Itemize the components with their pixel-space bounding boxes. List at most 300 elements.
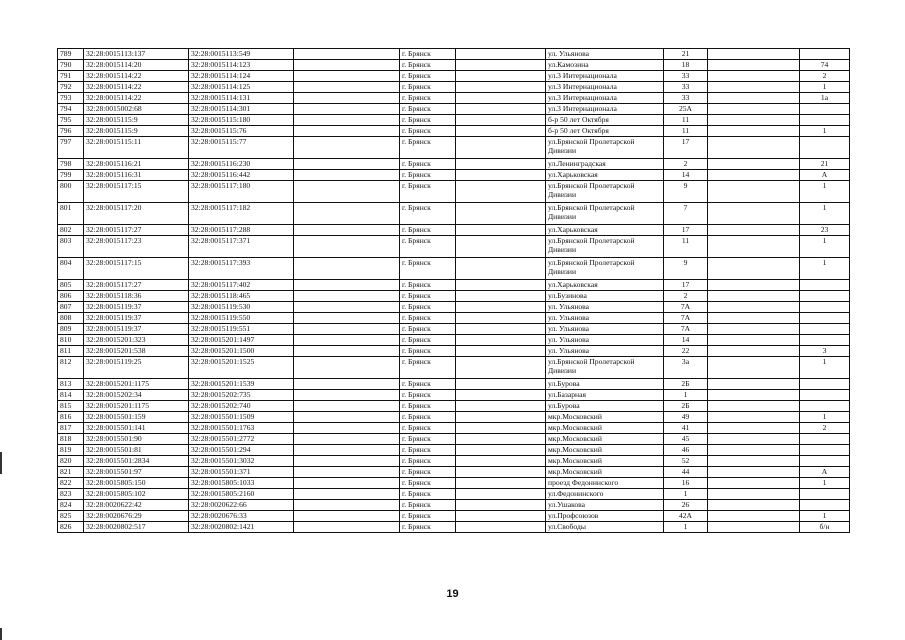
empty-cell	[294, 335, 400, 346]
empty-cell	[294, 302, 400, 313]
land-cadastral-cell: 32:28:0015501:97	[84, 467, 189, 478]
city-cell: г. Брянск	[400, 467, 456, 478]
table-row	[58, 302, 850, 313]
object-cadastral-cell: 32:28:0015119:551	[189, 324, 294, 335]
building-cell	[800, 104, 850, 115]
city-cell: г. Брянск	[400, 401, 456, 412]
street-cell: ул. Ульянова	[546, 346, 664, 357]
city-cell: г. Брянск	[400, 423, 456, 434]
building-cell: 1	[800, 203, 850, 225]
city-cell: г. Брянск	[400, 489, 456, 500]
house-number-cell: 14	[664, 335, 708, 346]
object-cadastral-cell: 32:28:0015113:549	[189, 49, 294, 60]
empty-cell	[708, 522, 800, 533]
empty-cell	[456, 104, 546, 115]
land-cadastral-cell: 32:28:0015114:22	[84, 71, 189, 82]
empty-cell	[708, 115, 800, 126]
object-cadastral-cell: 32:28:0015117:371	[189, 236, 294, 258]
empty-cell	[456, 357, 546, 379]
empty-cell	[708, 511, 800, 522]
row-number-cell: 822	[58, 478, 84, 489]
street-cell: ул. Ульянова	[546, 313, 664, 324]
land-cadastral-cell: 32:28:0015116:31	[84, 170, 189, 181]
empty-cell	[708, 49, 800, 60]
empty-cell	[456, 346, 546, 357]
row-number-cell: 795	[58, 115, 84, 126]
street-cell: ул.Харьковская	[546, 225, 664, 236]
city-cell: г. Брянск	[400, 511, 456, 522]
empty-cell	[294, 313, 400, 324]
table-row	[58, 159, 850, 170]
empty-cell	[708, 390, 800, 401]
house-number-cell: 45	[664, 434, 708, 445]
city-cell: г. Брянск	[400, 82, 456, 93]
building-cell: 2	[800, 423, 850, 434]
land-cadastral-cell: 32:28:0015501:81	[84, 445, 189, 456]
table-row	[58, 280, 850, 291]
building-cell	[800, 401, 850, 412]
empty-cell	[708, 280, 800, 291]
house-number-cell: 1	[664, 390, 708, 401]
empty-cell	[456, 478, 546, 489]
land-cadastral-cell: 32:28:0015114:20	[84, 60, 189, 71]
empty-cell	[708, 126, 800, 137]
house-number-cell: 1	[664, 522, 708, 533]
empty-cell	[456, 137, 546, 159]
land-cadastral-cell: 32:28:0015201:323	[84, 335, 189, 346]
table-row	[58, 203, 850, 225]
building-cell	[800, 280, 850, 291]
object-cadastral-cell: 32:28:0015501:2772	[189, 434, 294, 445]
empty-cell	[456, 313, 546, 324]
empty-cell	[708, 236, 800, 258]
empty-cell	[456, 49, 546, 60]
building-cell: 1	[800, 82, 850, 93]
row-number-cell: 790	[58, 60, 84, 71]
row-number-cell: 824	[58, 500, 84, 511]
land-cadastral-cell: 32:28:0015501:159	[84, 412, 189, 423]
city-cell: г. Брянск	[400, 412, 456, 423]
city-cell: г. Брянск	[400, 181, 456, 203]
empty-cell	[456, 302, 546, 313]
row-number-cell: 811	[58, 346, 84, 357]
city-cell: г. Брянск	[400, 390, 456, 401]
empty-cell	[294, 236, 400, 258]
table-row	[58, 104, 850, 115]
object-cadastral-cell: 32:28:0020622:66	[189, 500, 294, 511]
house-number-cell: 2Б	[664, 401, 708, 412]
street-cell: ул.Бурова	[546, 401, 664, 412]
land-cadastral-cell: 32:28:0020622:42	[84, 500, 189, 511]
house-number-cell: 11	[664, 115, 708, 126]
city-cell: г. Брянск	[400, 379, 456, 390]
table-row	[58, 126, 850, 137]
table-row	[58, 401, 850, 412]
city-cell: г. Брянск	[400, 522, 456, 533]
object-cadastral-cell: 32:28:0015119:530	[189, 302, 294, 313]
land-cadastral-cell: 32:28:0015119:25	[84, 357, 189, 379]
empty-cell	[456, 225, 546, 236]
table-row	[58, 478, 850, 489]
empty-cell	[294, 434, 400, 445]
land-cadastral-cell: 32:28:0015115:9	[84, 115, 189, 126]
land-cadastral-cell: 32:28:0015201:538	[84, 346, 189, 357]
building-cell	[800, 489, 850, 500]
land-cadastral-cell: 32:28:0015201:1175	[84, 379, 189, 390]
city-cell: г. Брянск	[400, 159, 456, 170]
building-cell: А	[800, 467, 850, 478]
table-row	[58, 511, 850, 522]
empty-cell	[708, 137, 800, 159]
scan-edge-mark	[0, 628, 2, 640]
building-cell	[800, 445, 850, 456]
empty-cell	[456, 93, 546, 104]
empty-cell	[456, 445, 546, 456]
street-cell: мкр.Московский	[546, 456, 664, 467]
row-number-cell: 805	[58, 280, 84, 291]
object-cadastral-cell: 32:28:0020676:33	[189, 511, 294, 522]
city-cell: г. Брянск	[400, 324, 456, 335]
house-number-cell: 11	[664, 126, 708, 137]
empty-cell	[708, 71, 800, 82]
table-row	[58, 236, 850, 258]
street-cell: мкр.Московский	[546, 412, 664, 423]
page-number: 19	[446, 588, 459, 600]
house-number-cell: 2	[664, 291, 708, 302]
empty-cell	[708, 456, 800, 467]
empty-cell	[456, 390, 546, 401]
land-cadastral-cell: 32:28:0015805:150	[84, 478, 189, 489]
house-number-cell: 16	[664, 478, 708, 489]
empty-cell	[708, 379, 800, 390]
empty-cell	[294, 291, 400, 302]
row-number-cell: 791	[58, 71, 84, 82]
empty-cell	[708, 170, 800, 181]
object-cadastral-cell: 32:28:0015501:1509	[189, 412, 294, 423]
street-cell: ул.Харьковская	[546, 280, 664, 291]
city-cell: г. Брянск	[400, 335, 456, 346]
row-number-cell: 826	[58, 522, 84, 533]
empty-cell	[294, 478, 400, 489]
empty-cell	[294, 280, 400, 291]
empty-cell	[456, 60, 546, 71]
city-cell: г. Брянск	[400, 258, 456, 280]
land-cadastral-cell: 32:28:0015501:2834	[84, 456, 189, 467]
land-cadastral-cell: 32:28:0015119:37	[84, 324, 189, 335]
table-row	[58, 489, 850, 500]
table-row	[58, 445, 850, 456]
street-cell: ул.Брянской Пролетарской Дивизии	[546, 137, 664, 159]
empty-cell	[708, 104, 800, 115]
building-cell	[800, 335, 850, 346]
empty-cell	[456, 500, 546, 511]
table-row	[58, 522, 850, 533]
row-number-cell: 792	[58, 82, 84, 93]
object-cadastral-cell: 32:28:0015115:76	[189, 126, 294, 137]
row-number-cell: 820	[58, 456, 84, 467]
house-number-cell: 44	[664, 467, 708, 478]
object-cadastral-cell: 32:28:0015114:301	[189, 104, 294, 115]
building-cell	[800, 434, 850, 445]
empty-cell	[294, 104, 400, 115]
street-cell: ул.Бурова	[546, 379, 664, 390]
empty-cell	[294, 456, 400, 467]
street-cell: ул.Федонинского	[546, 489, 664, 500]
table-row	[58, 258, 850, 280]
empty-cell	[294, 203, 400, 225]
table-row	[58, 412, 850, 423]
street-cell: мкр.Московский	[546, 467, 664, 478]
empty-cell	[708, 203, 800, 225]
city-cell: г. Брянск	[400, 71, 456, 82]
empty-cell	[456, 379, 546, 390]
city-cell: г. Брянск	[400, 456, 456, 467]
empty-cell	[708, 313, 800, 324]
table-row	[58, 170, 850, 181]
empty-cell	[294, 258, 400, 280]
city-cell: г. Брянск	[400, 126, 456, 137]
table-row	[58, 467, 850, 478]
row-number-cell: 807	[58, 302, 84, 313]
street-cell: ул.Ленинградская	[546, 159, 664, 170]
empty-cell	[456, 291, 546, 302]
city-cell: г. Брянск	[400, 445, 456, 456]
object-cadastral-cell: 32:28:0015202:735	[189, 390, 294, 401]
row-number-cell: 809	[58, 324, 84, 335]
empty-cell	[294, 511, 400, 522]
empty-cell	[294, 522, 400, 533]
row-number-cell: 815	[58, 401, 84, 412]
street-cell: ул.Брянской Пролетарской Дивизии	[546, 357, 664, 379]
empty-cell	[294, 126, 400, 137]
table-row	[58, 500, 850, 511]
city-cell: г. Брянск	[400, 346, 456, 357]
row-number-cell: 793	[58, 93, 84, 104]
city-cell: г. Брянск	[400, 170, 456, 181]
building-cell	[800, 302, 850, 313]
empty-cell	[708, 159, 800, 170]
object-cadastral-cell: 32:28:0015501:3032	[189, 456, 294, 467]
empty-cell	[456, 467, 546, 478]
city-cell: г. Брянск	[400, 236, 456, 258]
street-cell: ул.Камозина	[546, 60, 664, 71]
empty-cell	[708, 489, 800, 500]
object-cadastral-cell: 32:28:0015114:131	[189, 93, 294, 104]
building-cell	[800, 379, 850, 390]
empty-cell	[456, 170, 546, 181]
empty-cell	[708, 434, 800, 445]
building-cell: 1	[800, 478, 850, 489]
empty-cell	[294, 93, 400, 104]
house-number-cell: 22	[664, 346, 708, 357]
table-row	[58, 456, 850, 467]
land-cadastral-cell: 32:28:0015115:9	[84, 126, 189, 137]
street-cell: мкр.Московский	[546, 434, 664, 445]
table-row	[58, 225, 850, 236]
city-cell: г. Брянск	[400, 60, 456, 71]
empty-cell	[294, 445, 400, 456]
empty-cell	[708, 181, 800, 203]
land-cadastral-cell: 32:28:0015117:23	[84, 236, 189, 258]
land-cadastral-cell: 32:28:0015114:22	[84, 82, 189, 93]
street-cell: ул.Брянской Пролетарской Дивизии	[546, 203, 664, 225]
house-number-cell: 25А	[664, 104, 708, 115]
street-cell: ул. Ульянова	[546, 335, 664, 346]
house-number-cell: 21	[664, 49, 708, 60]
object-cadastral-cell: 32:28:0015115:180	[189, 115, 294, 126]
row-number-cell: 808	[58, 313, 84, 324]
empty-cell	[294, 489, 400, 500]
object-cadastral-cell: 32:28:0015201:1497	[189, 335, 294, 346]
table-row	[58, 434, 850, 445]
empty-cell	[294, 390, 400, 401]
table-row	[58, 137, 850, 159]
empty-cell	[294, 159, 400, 170]
street-cell: мкр.Московский	[546, 445, 664, 456]
house-number-cell: 2	[664, 159, 708, 170]
object-cadastral-cell: 32:28:0015805:2160	[189, 489, 294, 500]
building-cell: 1	[800, 126, 850, 137]
land-cadastral-cell: 32:28:0015002:68	[84, 104, 189, 115]
street-cell: ул.Ушакова	[546, 500, 664, 511]
empty-cell	[294, 115, 400, 126]
house-number-cell: 26	[664, 500, 708, 511]
table-row	[58, 60, 850, 71]
house-number-cell: 41	[664, 423, 708, 434]
empty-cell	[456, 335, 546, 346]
street-cell: ул.Брянской Пролетарской Дивизии	[546, 236, 664, 258]
empty-cell	[456, 412, 546, 423]
object-cadastral-cell: 32:28:0015116:442	[189, 170, 294, 181]
city-cell: г. Брянск	[400, 104, 456, 115]
building-cell	[800, 456, 850, 467]
house-number-cell: 2Б	[664, 379, 708, 390]
object-cadastral-cell: 32:28:0015117:288	[189, 225, 294, 236]
empty-cell	[294, 82, 400, 93]
house-number-cell: 46	[664, 445, 708, 456]
empty-cell	[456, 423, 546, 434]
land-cadastral-cell: 32:28:0015118:36	[84, 291, 189, 302]
city-cell: г. Брянск	[400, 203, 456, 225]
empty-cell	[294, 500, 400, 511]
land-cadastral-cell: 32:28:0015119:37	[84, 313, 189, 324]
land-cadastral-cell: 32:28:0015202:34	[84, 390, 189, 401]
object-cadastral-cell: 32:28:0015501:371	[189, 467, 294, 478]
building-cell	[800, 390, 850, 401]
empty-cell	[456, 236, 546, 258]
table-row	[58, 313, 850, 324]
object-cadastral-cell: 32:28:0015114:125	[189, 82, 294, 93]
empty-cell	[294, 49, 400, 60]
empty-cell	[708, 302, 800, 313]
street-cell: ул.3 Интернационала	[546, 82, 664, 93]
house-number-cell: 33	[664, 71, 708, 82]
land-cadastral-cell: 32:28:0015501:90	[84, 434, 189, 445]
street-cell: мкр.Московский	[546, 423, 664, 434]
building-cell: 1	[800, 258, 850, 280]
object-cadastral-cell: 32:28:0015501:1763	[189, 423, 294, 434]
land-cadastral-cell: 32:28:0015117:15	[84, 258, 189, 280]
city-cell: г. Брянск	[400, 93, 456, 104]
house-number-cell: 1	[664, 489, 708, 500]
object-cadastral-cell: 32:28:0015117:180	[189, 181, 294, 203]
empty-cell	[456, 401, 546, 412]
house-number-cell: 7	[664, 203, 708, 225]
row-number-cell: 803	[58, 236, 84, 258]
row-number-cell: 802	[58, 225, 84, 236]
empty-cell	[708, 357, 800, 379]
house-number-cell: 9	[664, 258, 708, 280]
house-number-cell: 33	[664, 93, 708, 104]
building-cell: А	[800, 170, 850, 181]
house-number-cell: 7А	[664, 302, 708, 313]
city-cell: г. Брянск	[400, 302, 456, 313]
street-cell: б-р 50 лет Октября	[546, 126, 664, 137]
empty-cell	[456, 115, 546, 126]
object-cadastral-cell: 32:28:0015117:402	[189, 280, 294, 291]
building-cell	[800, 115, 850, 126]
row-number-cell: 799	[58, 170, 84, 181]
building-cell: б/н	[800, 522, 850, 533]
land-cadastral-cell: 32:28:0015117:27	[84, 280, 189, 291]
city-cell: г. Брянск	[400, 313, 456, 324]
building-cell	[800, 291, 850, 302]
empty-cell	[294, 71, 400, 82]
empty-cell	[294, 467, 400, 478]
object-cadastral-cell: 32:28:0015114:124	[189, 71, 294, 82]
land-cadastral-cell: 32:28:0015116:21	[84, 159, 189, 170]
empty-cell	[294, 60, 400, 71]
empty-cell	[294, 379, 400, 390]
row-number-cell: 797	[58, 137, 84, 159]
city-cell: г. Брянск	[400, 49, 456, 60]
land-cadastral-cell: 32:28:0020676:29	[84, 511, 189, 522]
house-number-cell: 7А	[664, 313, 708, 324]
row-number-cell: 804	[58, 258, 84, 280]
empty-cell	[294, 225, 400, 236]
table-row	[58, 335, 850, 346]
empty-cell	[708, 500, 800, 511]
scan-edge-mark	[0, 452, 2, 474]
table-row	[58, 324, 850, 335]
building-cell: 1	[800, 412, 850, 423]
object-cadastral-cell: 32:28:0015114:123	[189, 60, 294, 71]
empty-cell	[294, 401, 400, 412]
row-number-cell: 814	[58, 390, 84, 401]
house-number-cell: 7А	[664, 324, 708, 335]
street-cell: ул. Ульянова	[546, 324, 664, 335]
empty-cell	[456, 434, 546, 445]
building-cell	[800, 137, 850, 159]
table-row	[58, 291, 850, 302]
house-number-cell: 9	[664, 181, 708, 203]
row-number-cell: 794	[58, 104, 84, 115]
empty-cell	[456, 82, 546, 93]
street-cell: ул.Свободы	[546, 522, 664, 533]
empty-cell	[294, 357, 400, 379]
empty-cell	[708, 82, 800, 93]
city-cell: г. Брянск	[400, 280, 456, 291]
table-row	[58, 82, 850, 93]
land-cadastral-cell: 32:28:0015117:15	[84, 181, 189, 203]
row-number-cell: 798	[58, 159, 84, 170]
land-cadastral-cell: 32:28:0015115:11	[84, 137, 189, 159]
row-number-cell: 801	[58, 203, 84, 225]
city-cell: г. Брянск	[400, 115, 456, 126]
empty-cell	[456, 71, 546, 82]
house-number-cell: 17	[664, 280, 708, 291]
building-cell	[800, 324, 850, 335]
